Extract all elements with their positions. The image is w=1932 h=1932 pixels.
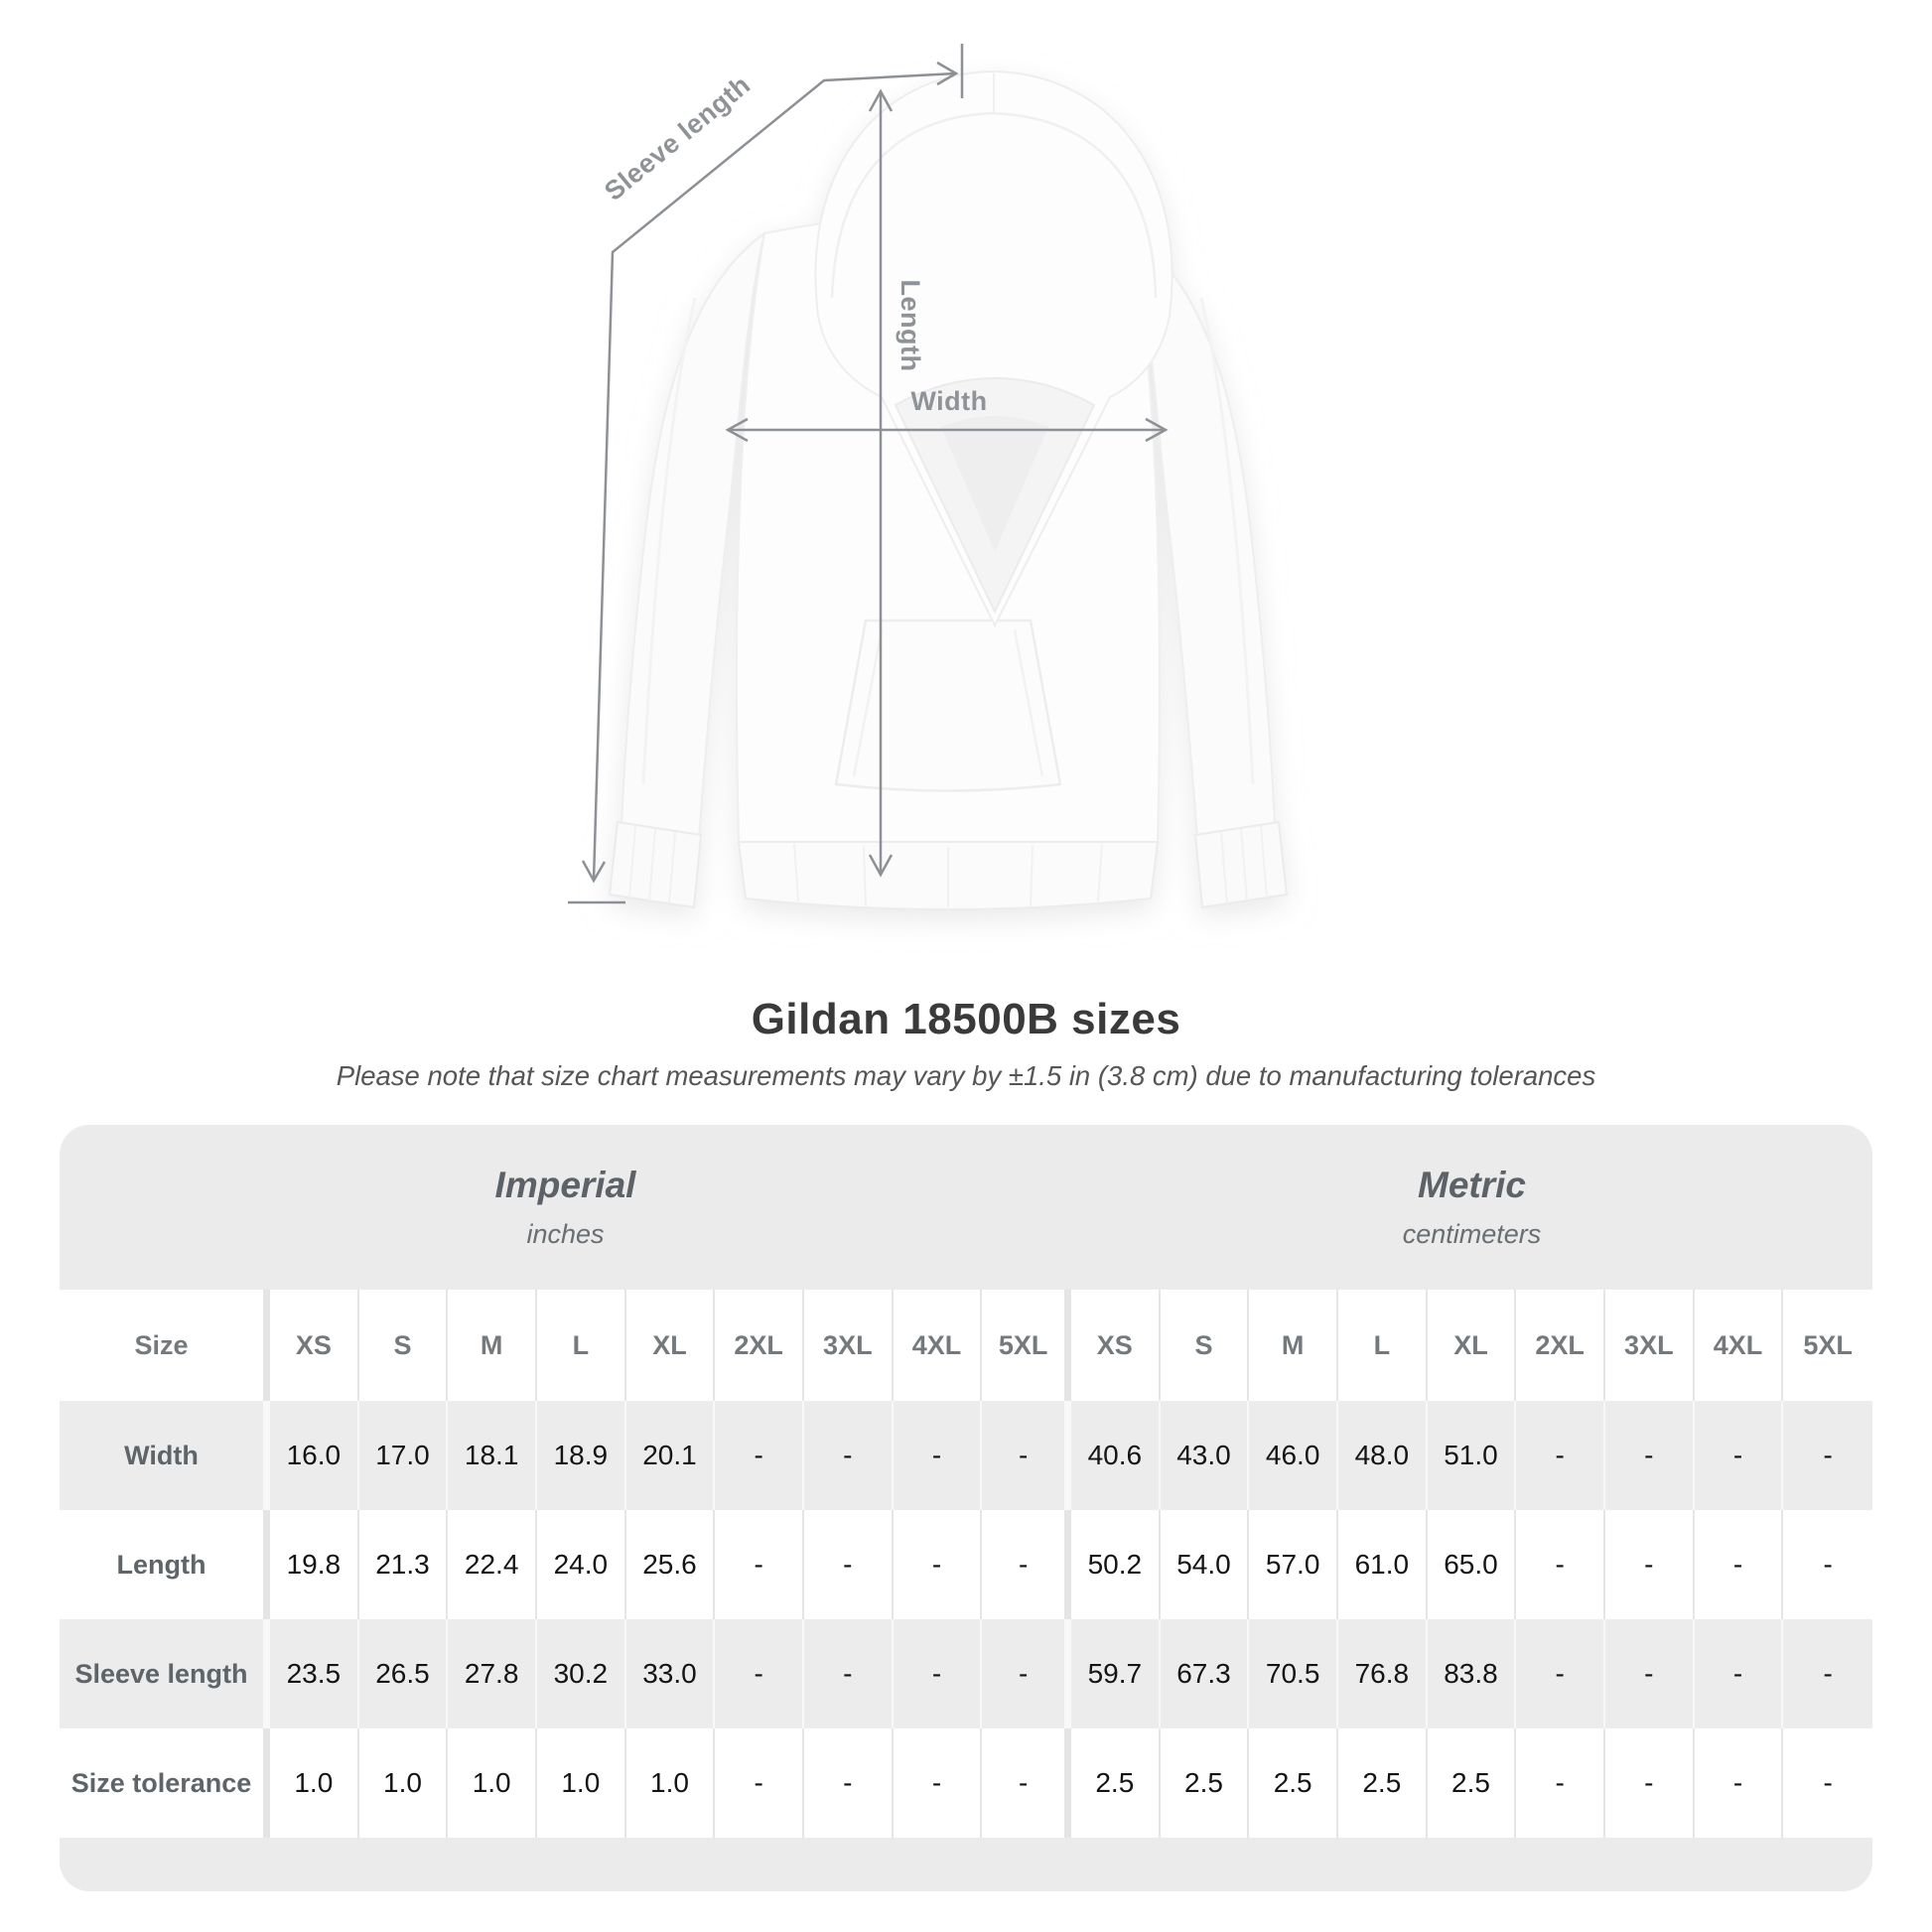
size-col-header: S bbox=[359, 1290, 449, 1401]
value-cell: 48.0 bbox=[1338, 1401, 1428, 1510]
value-cell: 59.7 bbox=[1071, 1619, 1161, 1728]
table-row-width bbox=[60, 1401, 1872, 1510]
value-cell: - bbox=[1605, 1619, 1695, 1728]
size-col-header: M bbox=[1249, 1290, 1338, 1401]
hoodie-image bbox=[610, 71, 1287, 910]
page-title: Gildan 18500B sizes bbox=[751, 995, 1181, 1043]
length-label: Length bbox=[896, 279, 925, 372]
value-cell: 1.0 bbox=[270, 1728, 359, 1838]
value-cell: 2.5 bbox=[1161, 1728, 1250, 1838]
size-col-header: XL bbox=[626, 1290, 716, 1401]
value-cell: 40.6 bbox=[1071, 1401, 1161, 1510]
value-cell: 2.5 bbox=[1249, 1728, 1338, 1838]
value-cell: 24.0 bbox=[537, 1510, 626, 1619]
value-cell: 21.3 bbox=[359, 1510, 449, 1619]
value-cell: 46.0 bbox=[1249, 1401, 1338, 1510]
value-cell: 65.0 bbox=[1428, 1510, 1517, 1619]
width-label: Width bbox=[910, 386, 988, 416]
row-label: Width bbox=[60, 1401, 270, 1510]
size-col-header: XS bbox=[1071, 1290, 1161, 1401]
metric-section-unit: centimeters bbox=[1402, 1219, 1542, 1249]
row-label: Size tolerance bbox=[60, 1728, 270, 1838]
size-header-label: Size bbox=[60, 1290, 270, 1401]
value-cell: - bbox=[1823, 1440, 1833, 1470]
size-col-header: 5XL bbox=[982, 1290, 1071, 1401]
value-cell: - bbox=[1605, 1510, 1695, 1619]
value-cell: - bbox=[715, 1728, 804, 1838]
value-cell: 25.6 bbox=[626, 1510, 716, 1619]
value-cell: - bbox=[804, 1401, 894, 1510]
value-cell: 50.2 bbox=[1071, 1510, 1161, 1619]
value-cell: 33.0 bbox=[626, 1619, 716, 1728]
value-cell: - bbox=[1823, 1549, 1833, 1580]
value-cell: - bbox=[804, 1510, 894, 1619]
value-cell: 18.9 bbox=[537, 1401, 626, 1510]
imperial-section-title: Imperial bbox=[494, 1165, 636, 1205]
value-cell: 26.5 bbox=[359, 1619, 449, 1728]
value-cell: 76.8 bbox=[1338, 1619, 1428, 1728]
size-col-header: 3XL bbox=[1605, 1290, 1695, 1401]
imperial-section-unit: inches bbox=[526, 1219, 605, 1249]
row-label: Length bbox=[60, 1510, 270, 1619]
value-cell: - bbox=[715, 1619, 804, 1728]
value-cell: - bbox=[1823, 1767, 1833, 1798]
value-cell: 19.8 bbox=[270, 1510, 359, 1619]
unit-band bbox=[60, 1125, 1872, 1290]
value-cell: 16.0 bbox=[270, 1401, 359, 1510]
size-col-header: 4XL bbox=[894, 1290, 983, 1401]
value-cell: 83.8 bbox=[1428, 1619, 1517, 1728]
size-col-header: 4XL bbox=[1695, 1290, 1784, 1401]
value-cell: 2.5 bbox=[1338, 1728, 1428, 1838]
size-col-header: M bbox=[448, 1290, 537, 1401]
size-table bbox=[60, 1125, 1872, 1891]
value-cell: - bbox=[715, 1401, 804, 1510]
value-cell: - bbox=[894, 1401, 983, 1510]
imperial-section bbox=[60, 1125, 1071, 1290]
value-cell: 51.0 bbox=[1428, 1401, 1517, 1510]
value-cell: 43.0 bbox=[1161, 1401, 1250, 1510]
value-cell: - bbox=[982, 1401, 1071, 1510]
table-row-size-tolerance bbox=[60, 1728, 1872, 1838]
value-cell: - bbox=[1695, 1619, 1784, 1728]
value-cell: 22.4 bbox=[448, 1510, 537, 1619]
value-cell: 1.0 bbox=[626, 1728, 716, 1838]
value-cell: 27.8 bbox=[448, 1619, 537, 1728]
value-cell: - bbox=[894, 1619, 983, 1728]
size-col-header: 3XL bbox=[804, 1290, 894, 1401]
value-cell: - bbox=[1516, 1510, 1605, 1619]
value-cell: 57.0 bbox=[1249, 1510, 1338, 1619]
size-col-header: L bbox=[1338, 1290, 1428, 1401]
value-cell: 23.5 bbox=[270, 1619, 359, 1728]
value-cell: - bbox=[1516, 1728, 1605, 1838]
value-cell: 1.0 bbox=[537, 1728, 626, 1838]
value-cell: 18.1 bbox=[448, 1401, 537, 1510]
value-cell: 20.1 bbox=[626, 1401, 716, 1510]
value-cell: - bbox=[894, 1728, 983, 1838]
size-col-header: S bbox=[1161, 1290, 1250, 1401]
value-cell: 61.0 bbox=[1338, 1510, 1428, 1619]
value-cell: - bbox=[1823, 1658, 1833, 1689]
size-col-header: XL bbox=[1428, 1290, 1517, 1401]
value-cell: - bbox=[715, 1510, 804, 1619]
value-cell: 30.2 bbox=[537, 1619, 626, 1728]
value-cell: - bbox=[982, 1619, 1071, 1728]
value-cell: - bbox=[1516, 1619, 1605, 1728]
size-col-header: L bbox=[537, 1290, 626, 1401]
size-col-header: 2XL bbox=[1516, 1290, 1605, 1401]
value-cell: 2.5 bbox=[1428, 1728, 1517, 1838]
value-cell: - bbox=[894, 1510, 983, 1619]
value-cell: - bbox=[982, 1728, 1071, 1838]
table-header-row bbox=[60, 1290, 1872, 1401]
value-cell: - bbox=[804, 1728, 894, 1838]
metric-section bbox=[1071, 1125, 1872, 1290]
value-cell: - bbox=[1605, 1728, 1695, 1838]
value-cell: 54.0 bbox=[1161, 1510, 1250, 1619]
value-cell: - bbox=[982, 1510, 1071, 1619]
size-col-header: 2XL bbox=[715, 1290, 804, 1401]
sleeve-length-label: Sleeve length bbox=[599, 69, 757, 207]
value-cell: 67.3 bbox=[1161, 1619, 1250, 1728]
value-cell: 17.0 bbox=[359, 1401, 449, 1510]
value-cell: 1.0 bbox=[448, 1728, 537, 1838]
value-cell: - bbox=[1516, 1401, 1605, 1510]
title-block bbox=[0, 995, 1932, 1092]
size-col-header: XS bbox=[270, 1290, 359, 1401]
value-cell: - bbox=[1695, 1728, 1784, 1838]
value-cell: 2.5 bbox=[1071, 1728, 1161, 1838]
row-label: Sleeve length bbox=[60, 1619, 270, 1728]
value-cell: - bbox=[1695, 1401, 1784, 1510]
table-row-length bbox=[60, 1510, 1872, 1619]
value-cell: - bbox=[1695, 1510, 1784, 1619]
size-col-header: 5XL bbox=[1803, 1329, 1853, 1360]
value-cell: 1.0 bbox=[359, 1728, 449, 1838]
value-cell: 70.5 bbox=[1249, 1619, 1338, 1728]
value-cell: - bbox=[1605, 1401, 1695, 1510]
table-row-sleeve-length bbox=[60, 1619, 1872, 1728]
metric-section-title: Metric bbox=[1418, 1165, 1526, 1205]
tolerance-note: Please note that size chart measurements may vary by ±1.5 in (3.8 cm) due to manufacturing tolerances bbox=[336, 1060, 1596, 1091]
value-cell: - bbox=[804, 1619, 894, 1728]
